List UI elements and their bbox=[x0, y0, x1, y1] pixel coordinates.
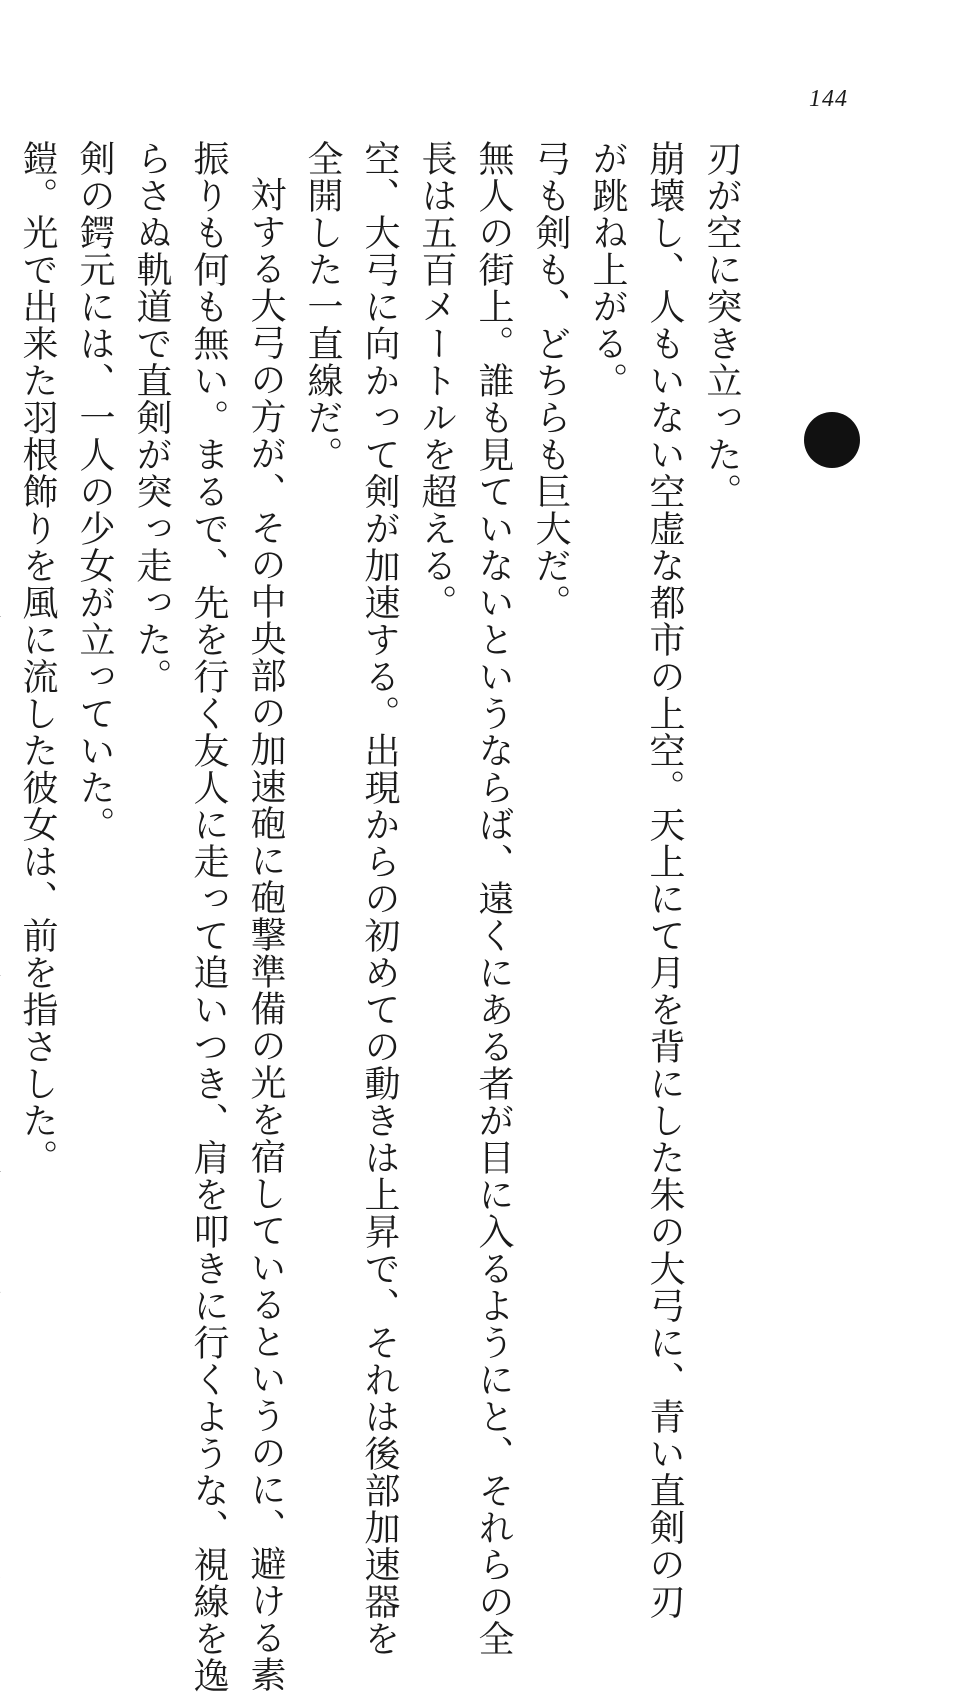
text-line: 剣の鍔元には、一人の少女が立っていた。 bbox=[74, 140, 115, 843]
text-line: 振りも何も無い。まるで、先を行く友人に走って追いつき、肩を叩きに行くような、視線を逸 bbox=[188, 140, 229, 1694]
text-line: 崩壊し、人もいない空虚な都市の上空。天上にて月を背にした朱の大弓に、青い直剣の刃 bbox=[644, 140, 685, 1620]
text-line: らさぬ軌道で直剣が突っ走った。 bbox=[131, 140, 172, 695]
text-line: 刃が空に突き立った。 bbox=[701, 140, 742, 510]
text-line: 弓も剣も、どちらも巨大だ。 bbox=[530, 140, 571, 621]
vertical-text-body bbox=[0, 140, 750, 1694]
text-line: が跳ね上がる。 bbox=[587, 140, 628, 399]
text-line: 空、大弓に向かって剣が加速する。出現からの初めての動きは上昇で、それは後部加速器を bbox=[359, 140, 400, 1657]
text-line: 対する大弓の方が、その中央部の加速砲に砲撃準備の光を宿しているというのに、避ける素 bbox=[245, 176, 286, 1693]
page-number: 144 bbox=[809, 86, 848, 112]
scene-break-dot-icon bbox=[804, 412, 860, 468]
text-line: 長は五百メートルを超える。 bbox=[416, 140, 457, 621]
text-line: 鎧。光で出来た羽根飾りを風に流した彼女は、前を指さした。 bbox=[17, 140, 58, 1176]
text-line bbox=[0, 140, 9, 1320]
text-line: 全開した一直線だ。 bbox=[302, 140, 343, 473]
text-line: 無人の街上。誰も見ていないというならば、遠くにある者が目に入るようにと、それらの全 bbox=[473, 140, 514, 1657]
